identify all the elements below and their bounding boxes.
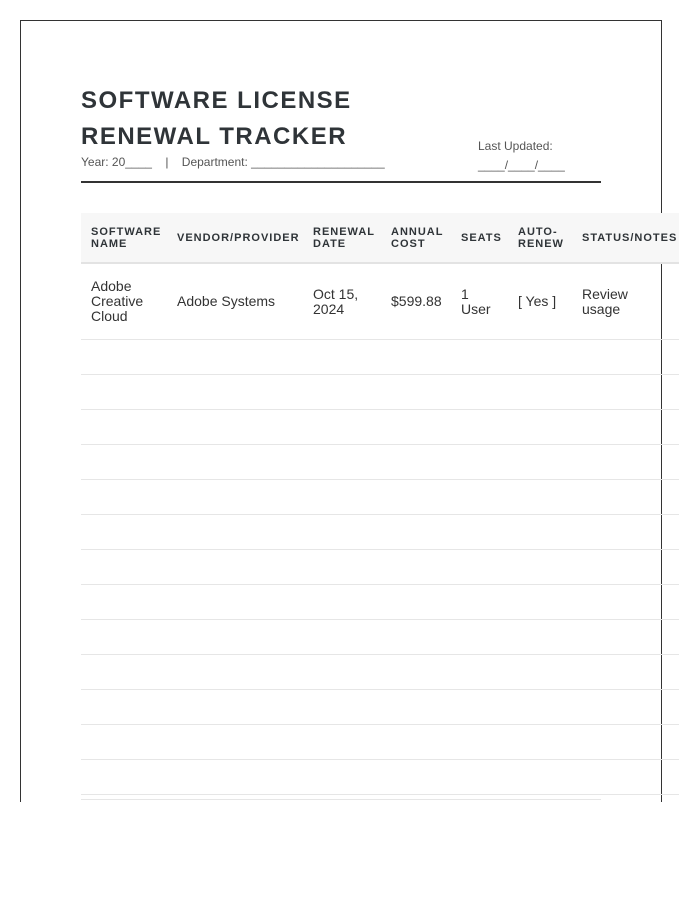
- department-field: Department: ____________________: [181, 155, 385, 169]
- cell-status-notes: Review usage: [572, 263, 679, 340]
- last-updated-label: Last Updated:: [478, 139, 553, 153]
- table-row: [81, 263, 679, 340]
- page-bottom-blank: [0, 802, 700, 900]
- meta-separator: |: [165, 155, 169, 169]
- table-row-empty: [81, 375, 679, 410]
- document-title: [81, 83, 352, 155]
- table-row-empty: [81, 655, 679, 690]
- cell-vendor: Adobe Systems: [167, 263, 303, 340]
- header-vendor: VENDOR/PROVIDER: [167, 213, 303, 263]
- table-header-row: [81, 213, 679, 263]
- table-row-empty: [81, 690, 679, 725]
- cell-annual-cost: $599.88: [381, 263, 451, 340]
- header-divider: [81, 181, 601, 183]
- table-row-empty: [81, 480, 679, 515]
- header-auto-renew: AUTO-RENEW: [508, 213, 572, 263]
- header-seats: SEATS: [451, 213, 508, 263]
- table-row-empty: [81, 725, 679, 760]
- license-table: [81, 213, 679, 795]
- table-row-empty: [81, 340, 679, 375]
- header-status-notes: STATUS/NOTES: [572, 213, 679, 263]
- last-updated-value: ____/____/____: [478, 158, 565, 172]
- cell-seats: 1 User: [451, 263, 508, 340]
- document-meta: [81, 155, 385, 169]
- header-annual-cost: ANNUAL COST: [381, 213, 451, 263]
- bottom-divider: [81, 799, 601, 800]
- table-row-empty: [81, 620, 679, 655]
- table-row-empty: [81, 445, 679, 480]
- table-row-empty: [81, 760, 679, 795]
- year-field: Year: 20____: [81, 155, 152, 169]
- cell-renewal-date: Oct 15, 2024: [303, 263, 381, 340]
- table-row-empty: [81, 585, 679, 620]
- title-line-1: SOFTWARE LICENSE: [81, 87, 352, 114]
- header-software-name: SOFTWARE NAME: [81, 213, 167, 263]
- cell-auto-renew: [ Yes ]: [508, 263, 572, 340]
- document-page: [20, 20, 678, 803]
- last-updated: [478, 137, 565, 175]
- title-line-2: RENEWAL TRACKER: [81, 123, 348, 150]
- table-row-empty: [81, 410, 679, 445]
- table-row-empty: [81, 515, 679, 550]
- license-table-wrap: [81, 213, 679, 795]
- table-row-empty: [81, 550, 679, 585]
- cell-software-name: Adobe Creative Cloud: [81, 263, 167, 340]
- header-renewal-date: RENEWAL DATE: [303, 213, 381, 263]
